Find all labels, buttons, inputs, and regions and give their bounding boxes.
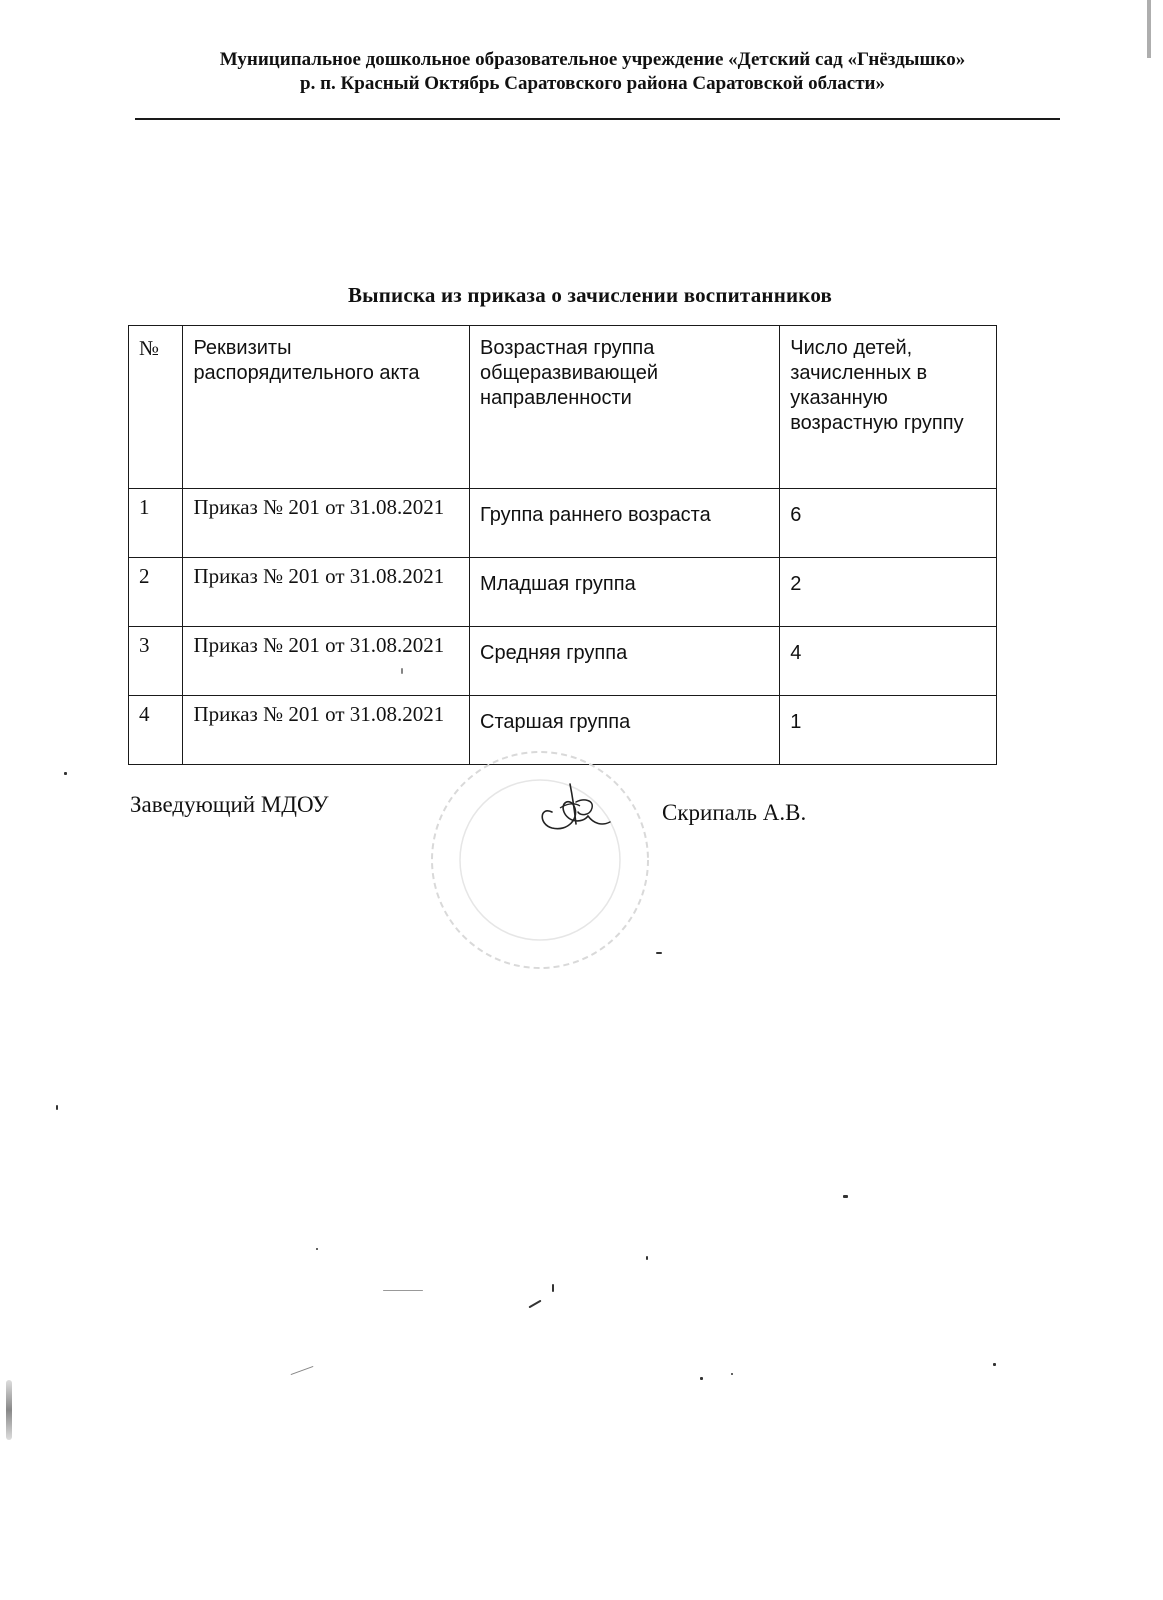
row-age-group: Группа раннего возраста <box>470 489 780 558</box>
signature-icon <box>530 772 620 842</box>
header-divider <box>135 118 1060 120</box>
header-line-2: р. п. Красный Октябрь Саратовского района Саратовской области» <box>300 73 885 94</box>
enrollment-table <box>128 325 997 765</box>
signatory-role: Заведующий МДОУ <box>130 792 329 817</box>
scan-speck <box>56 1105 58 1110</box>
scan-speck <box>843 1195 848 1198</box>
document-title: Выписка из приказа о зачислении воспитанников <box>347 283 833 307</box>
scan-speck <box>552 1284 554 1292</box>
row-requisites: Приказ № 201 от 31.08.2021 <box>183 627 470 696</box>
table-row <box>129 558 997 627</box>
row-requisites: Приказ № 201 от 31.08.2021 <box>183 696 470 765</box>
row-children-count: 1 <box>780 696 997 765</box>
scan-speck <box>401 668 403 674</box>
scan-speck <box>700 1377 703 1380</box>
table-header-row <box>129 326 997 489</box>
header-line-1: Муниципальное дошкольное образовательное учреждение «Детский сад «Гнёздышко» <box>219 49 966 70</box>
scan-speck <box>993 1363 996 1366</box>
column-header-number: № <box>129 326 183 489</box>
row-age-group: Младшая группа <box>470 558 780 627</box>
row-children-count: 4 <box>780 627 997 696</box>
scan-speck <box>291 1366 314 1375</box>
row-requisites: Приказ № 201 от 31.08.2021 <box>183 489 470 558</box>
row-number: 3 <box>129 627 183 696</box>
signatory-name: Скрипаль А.В. <box>662 800 807 825</box>
row-number: 4 <box>129 696 183 765</box>
scan-speck <box>528 1300 541 1309</box>
scan-speck <box>646 1256 648 1260</box>
row-requisites: Приказ № 201 от 31.08.2021 <box>183 558 470 627</box>
row-children-count: 6 <box>780 489 997 558</box>
table-row <box>129 627 997 696</box>
row-age-group: Старшая группа <box>470 696 780 765</box>
scan-edge-artifact <box>1147 0 1151 58</box>
column-header-requisites: Реквизиты распорядительного акта <box>183 326 470 489</box>
table-row <box>129 489 997 558</box>
row-number: 2 <box>129 558 183 627</box>
scan-edge-artifact <box>6 1380 12 1440</box>
institution-header <box>135 48 1050 96</box>
scan-speck <box>656 952 662 954</box>
column-header-age-group: Возрастная группа общеразвивающей направленности <box>470 326 780 489</box>
row-age-group: Средняя группа <box>470 627 780 696</box>
scan-speck <box>64 772 67 775</box>
scan-speck <box>316 1248 318 1250</box>
scan-speck <box>731 1373 733 1375</box>
row-children-count: 2 <box>780 558 997 627</box>
scan-speck <box>383 1290 423 1291</box>
column-header-children-count: Число детей, зачисленных в указанную возрастную группу <box>780 326 997 489</box>
row-number: 1 <box>129 489 183 558</box>
